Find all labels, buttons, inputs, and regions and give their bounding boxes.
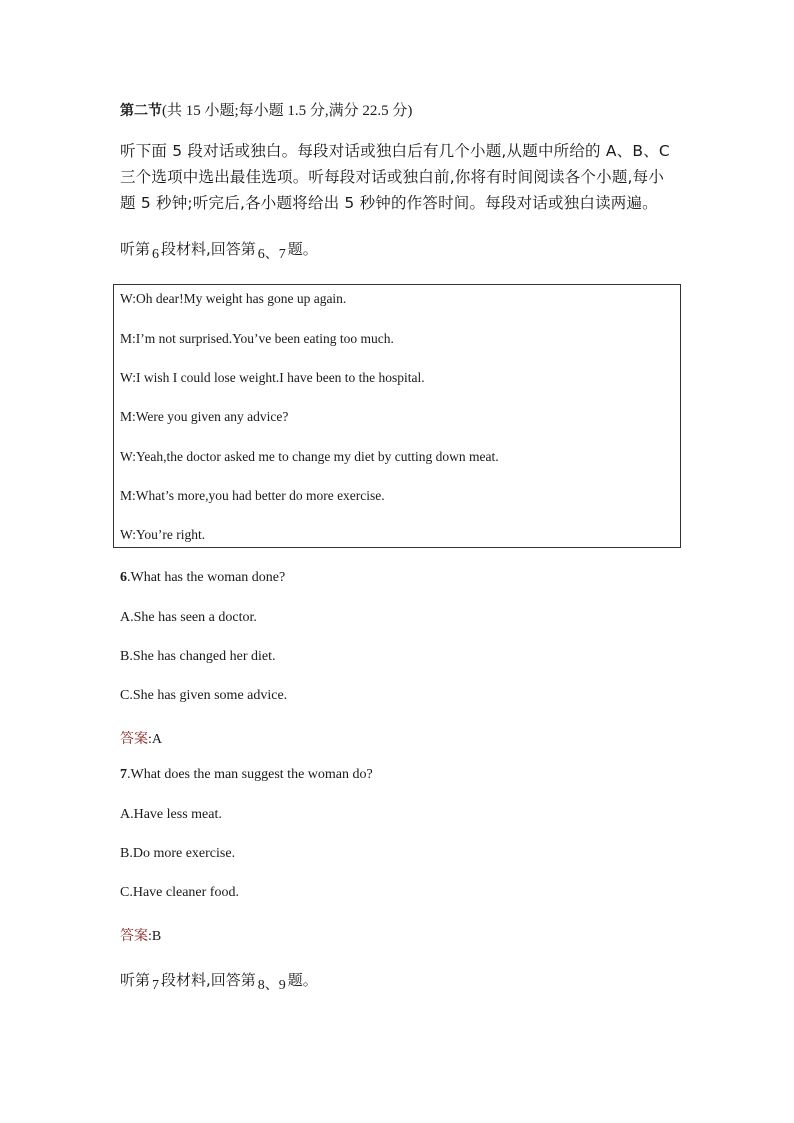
- answer-label: 答案: [120, 928, 148, 944]
- question-number: 6: [120, 570, 127, 585]
- section-title-rest: (共 15 小题;每小题 1.5 分,满分 22.5 分): [162, 103, 413, 119]
- instruction-line-3: 题 5 秒钟;听完后,各小题将给出 5 秒钟的作答时间。每段对话或独白读两遍。: [120, 194, 658, 212]
- option-6b: B.She has changed her diet.: [120, 649, 276, 664]
- material-number: 6: [152, 247, 160, 262]
- question-7: [120, 767, 373, 783]
- question-text: .What does the man suggest the woman do?: [127, 767, 373, 782]
- section-title-bold: 第二节: [120, 103, 162, 119]
- answer-6: [120, 728, 162, 748]
- dialogue-box: [113, 284, 681, 548]
- question-6: [120, 570, 285, 586]
- answer-value: :B: [148, 929, 162, 944]
- listen-prompt-1: [120, 238, 318, 262]
- listen-suffix: 题。: [287, 240, 318, 258]
- dialogue-line: M:I’m not surprised.You’ve been eating too much.: [120, 331, 394, 346]
- listen-prefix: 听第: [120, 971, 151, 989]
- listen-prefix: 听第: [120, 240, 151, 258]
- material-number: 7: [152, 978, 160, 993]
- listen-middle: 段材料,回答第: [161, 971, 256, 989]
- section-title: [120, 99, 412, 120]
- instruction-line-2: 三个选项中选出最佳选项。听每段对话或独白前,你将有时间阅读各个小题,每小: [120, 168, 665, 186]
- question-text: .What has the woman done?: [127, 570, 286, 585]
- option-6c: C.She has given some advice.: [120, 688, 288, 703]
- dialogue-line: W:Yeah,the doctor asked me to change my diet by cutting down meat.: [120, 449, 499, 464]
- dialogue-line: M:Were you given any advice?: [120, 409, 289, 424]
- option-7c: C.Have cleaner food.: [120, 885, 239, 900]
- listen-suffix: 题。: [287, 971, 318, 989]
- option-7b: B.Do more exercise.: [120, 846, 236, 861]
- listen-middle: 段材料,回答第: [161, 240, 256, 258]
- option-7a: A.Have less meat.: [120, 807, 222, 822]
- dialogue-line: M:What’s more,you had better do more exercise.: [120, 488, 385, 503]
- answer-value: :A: [148, 732, 162, 747]
- instruction-line-1: 听下面 5 段对话或独白。每段对话或独白后有几个小题,从题中所给的 A、B、C: [120, 142, 670, 160]
- listen-prompt-2: [120, 969, 318, 993]
- dialogue-line: W:I wish I could lose weight.I have been to the hospital.: [120, 370, 425, 385]
- option-6a: A.She has seen a doctor.: [120, 610, 257, 625]
- question-range: 8、9: [257, 978, 286, 993]
- answer-label: 答案: [120, 731, 148, 747]
- question-number: 7: [120, 767, 127, 782]
- answer-7: [120, 925, 161, 945]
- dialogue-line: W:Oh dear!My weight has gone up again.: [120, 291, 347, 306]
- dialogue-line: W:You’re right.: [120, 527, 206, 542]
- question-range: 6、7: [257, 247, 286, 262]
